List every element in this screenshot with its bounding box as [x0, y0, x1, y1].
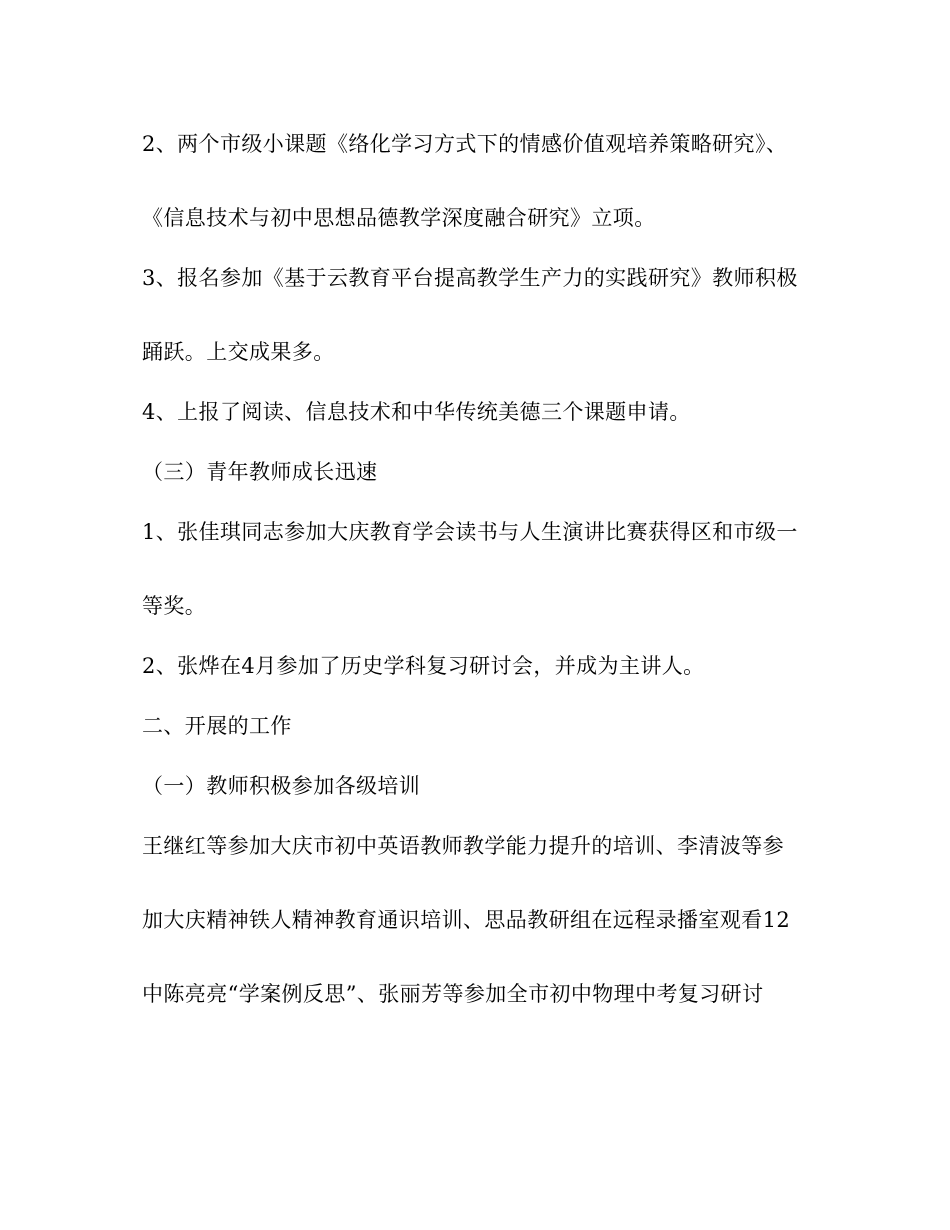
section-heading: （三）青年教师成长迅速 — [142, 460, 378, 484]
paragraph-line: 3、报名参加《基于云教育平台提高教学生产力的实践研究》教师积极 — [142, 266, 798, 290]
paragraph-line: 2、张烨在4月参加了历史学科复习研讨会，并成为主讲人。 — [142, 654, 705, 678]
paragraph-line: 王继红等参加大庆市初中英语教师教学能力提升的培训、李清波等参 — [142, 834, 784, 858]
section-heading: （一）教师积极参加各级培训 — [142, 774, 421, 798]
paragraph-line: 4、上报了阅读、信息技术和中华传统美德三个课题申请。 — [142, 400, 691, 424]
paragraph-line: 《信息技术与初中思想品德教学深度融合研究》立项。 — [142, 206, 656, 230]
paragraph-line: 2、两个市级小课题《络化学习方式下的情感价值观培养策略研究》、 — [142, 132, 788, 156]
paragraph-line: 1、张佳琪同志参加大庆教育学会读书与人生演讲比赛获得区和市级一 — [142, 520, 798, 544]
paragraph-line: 踊跃。上交成果多。 — [142, 340, 335, 364]
paragraph-line: 加大庆精神铁人精神教育通识培训、思品教研组在远程录播室观看12 — [142, 908, 791, 932]
paragraph-line: 等奖。 — [142, 594, 207, 618]
paragraph-line: 中陈亮亮“学案例反思”、张丽芳等参加全市初中物理中考复习研讨 — [142, 982, 764, 1006]
section-heading: 二、开展的工作 — [142, 714, 292, 738]
